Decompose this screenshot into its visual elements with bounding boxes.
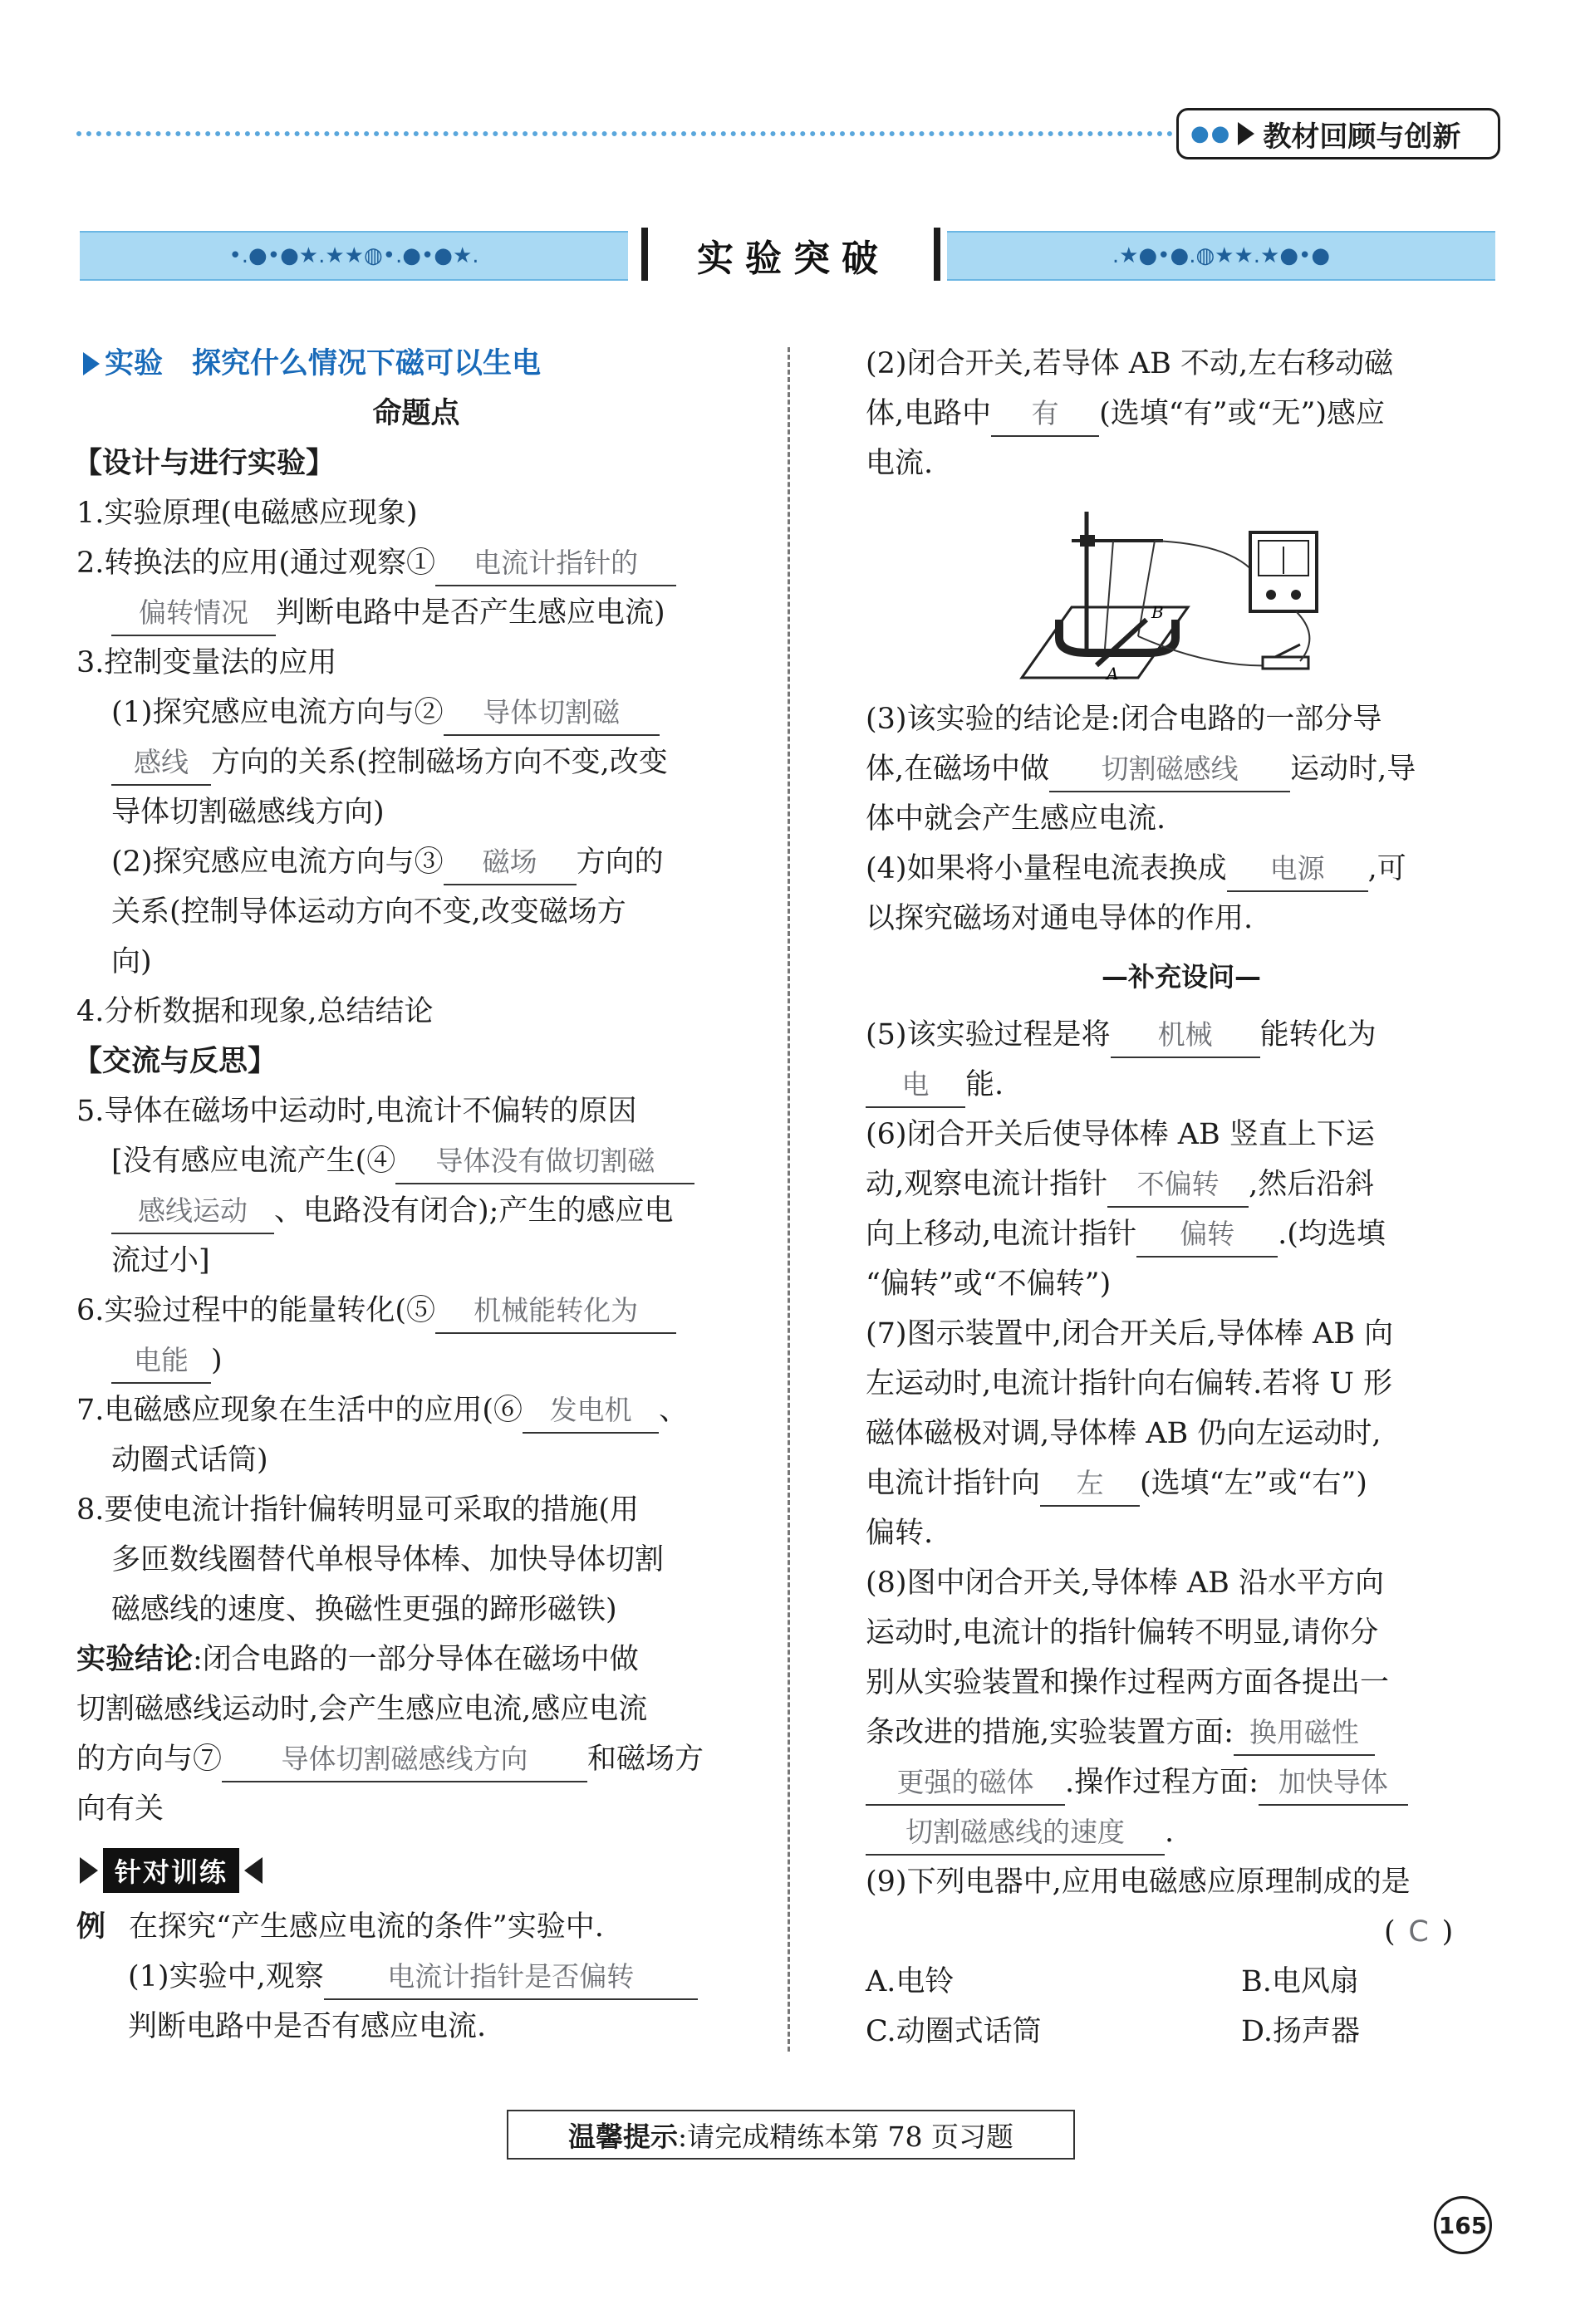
answer-q6b: 偏转 — [1136, 1213, 1278, 1258]
answer-5b: 电能 — [111, 1339, 211, 1384]
text: 在探究“产生感应电流的条件”实验中. — [129, 1910, 604, 1944]
line-1: 1.实验原理(电磁感应现象) — [76, 497, 418, 530]
line-7c: 动圈式话筒) — [111, 1444, 268, 1477]
answer-6: 发电机 — [523, 1389, 659, 1434]
answer-4a: 导体没有做切割磁 — [395, 1140, 694, 1184]
text: ,可 — [1367, 852, 1406, 885]
answer-q8d: 切割磁感线的速度 — [866, 1811, 1165, 1856]
text: (4)如果将小量程电流表换成 — [866, 852, 1227, 885]
answer-q2: 有 — [991, 392, 1099, 437]
line-5c — [111, 1186, 673, 1236]
question-8f — [866, 1807, 1174, 1857]
line-4: 4.分析数据和现象,总结结论 — [76, 995, 434, 1028]
line-3-1c: 导体切割磁感线方向) — [111, 796, 385, 829]
text: 能转化为 — [1259, 1018, 1377, 1052]
column-divider — [788, 347, 790, 2052]
option-c: C.动圈式话筒 — [866, 2015, 1042, 2048]
answer-q9: C — [1408, 1915, 1429, 1949]
conclusion-1 — [76, 1635, 639, 1684]
question-9-answer — [1384, 1907, 1453, 1957]
question-8e — [866, 1758, 1408, 1807]
text: 方向的关系(控制磁场方向不变,改变 — [211, 746, 668, 779]
supplementary-heading: —补充设问— — [1101, 961, 1261, 993]
question-1a — [128, 1952, 698, 2002]
question-9a: (9)下列电器中,应用电磁感应原理制成的是 — [866, 1866, 1411, 1899]
question-1b: 判断电路中是否有感应电流. — [128, 2010, 487, 2043]
example-line — [76, 1902, 604, 1952]
section-heading-design: 【设计与进行实验】 — [73, 447, 336, 480]
answer-q6a: 不偏转 — [1107, 1163, 1249, 1208]
tip-text: :请完成精练本第 78 页习题 — [677, 2120, 1014, 2153]
question-5a — [866, 1010, 1377, 1060]
answer-7: 导体切割磁感线方向 — [222, 1738, 587, 1782]
answer-q3: 切割磁感线 — [1049, 748, 1290, 792]
line-8b: 多匝数线圈替代单根导体棒、加快导体切割 — [111, 1543, 665, 1576]
text: 的方向与⑦ — [76, 1743, 223, 1776]
line-3-1a — [111, 688, 660, 738]
text: . — [1165, 1816, 1175, 1849]
text: 运动时,导 — [1290, 753, 1416, 786]
example-label: 例 — [76, 1910, 106, 1944]
clamp — [1080, 535, 1095, 547]
conductor-ab — [1097, 620, 1146, 665]
banner-pattern-left: •.●•●★.★★◍•.●•●★. — [80, 231, 628, 281]
answer-q7: 左 — [1040, 1462, 1140, 1507]
question-6f: “偏转”或“不偏转”) — [866, 1267, 1112, 1301]
section-label: 教材回顾与创新 — [1263, 120, 1461, 154]
banner-pattern-right: .★●•●.◍★★.★●•● — [947, 231, 1495, 281]
line-6b — [111, 1336, 223, 1385]
question-8c: 别从实验装置和操作过程两方面各提出一 — [866, 1666, 1390, 1699]
line-2b — [111, 588, 665, 638]
text: :闭合电路的一部分导体在磁场中做 — [193, 1643, 639, 1676]
question-2d: 电流. — [866, 447, 934, 480]
text: 向上移动,电流计指针 — [866, 1218, 1137, 1251]
text: [没有感应电流产生(④ — [111, 1145, 396, 1178]
line-5d: 流过小] — [111, 1244, 210, 1277]
question-7d — [866, 1459, 1367, 1508]
text: (1)探究感应电流方向与② — [111, 696, 444, 729]
text: 动,观察电流计指针 — [866, 1168, 1108, 1201]
footer-tip — [507, 2110, 1075, 2160]
drill-label — [80, 1849, 263, 1892]
question-6a: (6)闭合开关后使导体棒 AB 竖直上下运 — [866, 1118, 1375, 1151]
text: 6.实验过程中的能量转化(⑤ — [76, 1294, 436, 1327]
text: (选填“有”或“无”)感应 — [1099, 397, 1386, 430]
question-5c — [866, 1060, 1004, 1110]
label-b: B — [1151, 602, 1164, 622]
question-3b — [866, 744, 1416, 794]
answer-2b: 感线 — [111, 741, 211, 786]
question-3a: (3)该实验的结论是:闭合电路的一部分导 — [866, 703, 1382, 736]
text: 、 — [659, 1394, 689, 1427]
line-5b — [111, 1136, 694, 1186]
answer-1b: 偏转情况 — [111, 591, 276, 636]
text: (2)探究感应电流方向与③ — [111, 846, 444, 879]
answer-q8a: 换用磁性 — [1234, 1711, 1375, 1756]
answer-5a: 机械能转化为 — [435, 1289, 676, 1334]
play-triangle-icon — [83, 352, 100, 375]
experiment-apparatus-figure — [1013, 495, 1346, 686]
question-4a — [866, 844, 1406, 894]
question-2b — [866, 389, 1385, 439]
line-2a — [76, 538, 676, 588]
reverse-triangle-icon — [244, 1857, 263, 1884]
question-6b — [866, 1160, 1374, 1209]
text: .(均选填 — [1278, 1218, 1386, 1251]
text: ) — [1441, 1915, 1454, 1949]
answer-q4: 电源 — [1227, 847, 1368, 892]
text: ,然后沿斜 — [1249, 1168, 1375, 1201]
text: (选填“左”或“右”) — [1140, 1467, 1367, 1500]
question-2a: (2)闭合开关,若导体 AB 不动,左右移动磁 — [866, 347, 1394, 380]
line-7a — [76, 1385, 688, 1435]
terminal — [1291, 590, 1301, 600]
label-a: A — [1107, 664, 1119, 684]
text: 条改进的措施,实验装置方面: — [866, 1716, 1234, 1749]
option-a: A.电铃 — [866, 1965, 955, 1998]
line-3-2a — [111, 837, 664, 887]
experiment-title — [83, 339, 541, 389]
question-6d — [866, 1209, 1386, 1259]
terminal — [1266, 590, 1276, 600]
tip-label: 温馨提示 — [567, 2120, 678, 2153]
option-d: D.扬声器 — [1241, 2015, 1360, 2048]
wire — [1155, 541, 1263, 586]
section-heading-reflection: 【交流与反思】 — [73, 1045, 277, 1078]
play-triangle-icon — [80, 1857, 98, 1884]
text: 7.电磁感应现象在生活中的应用(⑥ — [76, 1394, 523, 1427]
play-triangle-icon — [1238, 122, 1254, 145]
question-7c: 磁体磁极对调,导体棒 AB 仍向左运动时, — [866, 1417, 1382, 1450]
line-6a — [76, 1286, 676, 1336]
text: 、电路没有闭合);产生的感应电 — [274, 1194, 674, 1228]
option-b: B.电风扇 — [1241, 1965, 1359, 1998]
text: 体,在磁场中做 — [866, 753, 1050, 786]
switch-lever — [1275, 645, 1300, 657]
question-8d — [866, 1708, 1375, 1758]
line-3-2c: 关系(控制导体运动方向不变,改变磁场方 — [111, 895, 626, 929]
text: 判断电路中是否产生感应电流) — [276, 596, 665, 630]
answer-4b: 感线运动 — [111, 1189, 274, 1234]
text: (5)该实验过程是将 — [866, 1018, 1111, 1052]
line-3-1b — [111, 738, 668, 787]
text: 方向的 — [576, 846, 664, 879]
conclusion-label: 实验结论 — [76, 1643, 194, 1676]
text: (1)实验中,观察 — [128, 1960, 324, 1993]
question-7a: (7)图示装置中,闭合开关后,导体棒 AB 向 — [866, 1317, 1394, 1351]
question-4c: 以探究磁场对通电导体的作用. — [866, 902, 1254, 935]
line-8a: 8.要使电流计指针偏转明显可采取的措施(用 — [76, 1493, 640, 1527]
banner-bar-left — [641, 228, 648, 281]
wire — [1105, 541, 1113, 649]
drill-label-text: 针对训练 — [103, 1848, 239, 1893]
conclusion-2: 切割磁感线运动时,会产生感应电流,感应电流 — [76, 1693, 648, 1726]
text: 电流计指针向 — [866, 1467, 1041, 1500]
answer-q5b: 电 — [866, 1063, 965, 1108]
badge-dots: ●● — [1190, 121, 1232, 146]
banner-bar-right — [934, 228, 940, 281]
text: 体,电路中 — [866, 397, 992, 430]
section-badge — [1176, 108, 1500, 159]
conclusion-4: 向有关 — [76, 1792, 164, 1826]
line-5a: 5.导体在磁场中运动时,电流计不偏转的原因 — [76, 1095, 637, 1128]
page-number: 165 — [1434, 2196, 1492, 2254]
subtitle: 命题点 — [372, 397, 460, 430]
line-3-2d: 向) — [111, 945, 152, 978]
text: ) — [211, 1344, 223, 1377]
text: ( — [1384, 1915, 1396, 1949]
text: .操作过程方面: — [1065, 1766, 1259, 1799]
answer-q5a: 机械 — [1111, 1013, 1260, 1058]
line-8c: 磁感线的速度、换磁性更强的蹄形磁铁) — [111, 1593, 617, 1626]
question-8b: 运动时,电流计的指针偏转不明显,请你分 — [866, 1616, 1379, 1650]
experiment-title-text: 实验 探究什么情况下磁可以生电 — [105, 347, 542, 380]
question-3d: 体中就会产生感应电流. — [866, 802, 1166, 836]
question-7b: 左运动时,电流计指针向右偏转.若将 U 形 — [866, 1367, 1393, 1400]
line-3: 3.控制变量法的应用 — [76, 646, 337, 679]
question-8a: (8)图中闭合开关,导体棒 AB 沿水平方向 — [866, 1566, 1384, 1600]
wire — [1296, 611, 1309, 661]
answer-2a: 导体切割磁 — [444, 691, 660, 736]
question-7f: 偏转. — [866, 1517, 934, 1550]
answer-q1: 电流计指针是否偏转 — [324, 1955, 698, 2000]
banner-title: 实验突破 — [697, 238, 890, 280]
text: 和磁场方 — [587, 1743, 704, 1776]
answer-q8b: 更强的磁体 — [866, 1761, 1065, 1806]
text: 能. — [965, 1068, 1004, 1101]
answer-1a: 电流计指针的 — [435, 542, 676, 586]
conclusion-3 — [76, 1734, 704, 1784]
text: 2.转换法的应用(通过观察① — [76, 547, 436, 580]
answer-q8c: 加快导体 — [1259, 1761, 1408, 1806]
header-dotted-rule — [76, 131, 1173, 136]
answer-3: 磁场 — [444, 841, 577, 885]
